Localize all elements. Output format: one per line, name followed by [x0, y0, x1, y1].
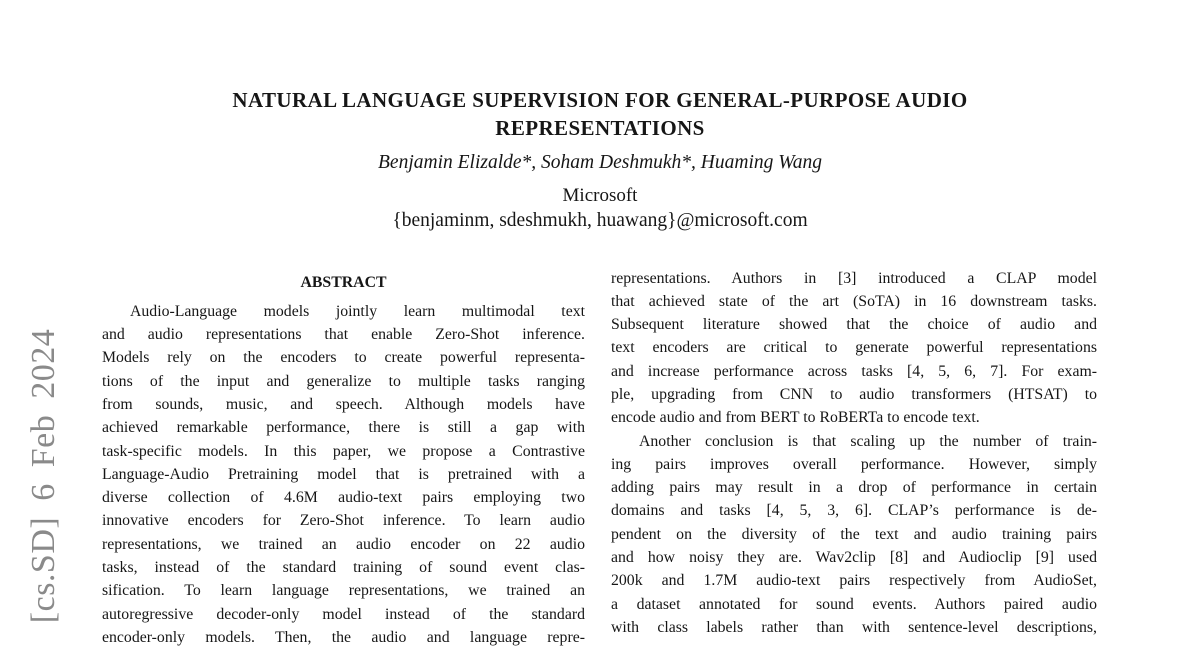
- arxiv-watermark: [cs.SD] 6 Feb 2024: [25, 328, 62, 624]
- text-line: 200k and 1.7M audio-text pairs respectively from AudioSet,: [611, 572, 1097, 590]
- text-line: innovative encoders for Zero-Shot inference. To learn audio: [102, 512, 585, 530]
- right-column: [611, 267, 1097, 640]
- text-line: tasks, instead of the standard training of sound event clas-: [102, 559, 585, 577]
- text-line: tions of the input and generalize to multiple tasks ranging: [102, 372, 585, 390]
- text-line: domains and tasks [4, 5, 3, 6]. CLAP’s performance is de-: [611, 502, 1097, 520]
- email-line: {benjaminm, sdeshmukh, huawang}@microsoft.com: [392, 210, 808, 231]
- text-line: and how noisy they are. Wav2clip [8] and Audioclip [9] used: [611, 549, 1097, 567]
- text-line: from sounds, music, and speech. Although models have: [102, 395, 585, 413]
- text-line: Subsequent literature showed that the choice of audio and: [611, 316, 1097, 334]
- left-column: [102, 271, 585, 648]
- text-line: Language-Audio Pretraining model that is pretrained with a: [102, 465, 585, 483]
- text-line: diverse collection of 4.6M audio-text pairs employing two: [102, 489, 585, 507]
- abstract-body: [102, 300, 585, 648]
- text-line: sification. To learn language representations, we trained an: [102, 582, 585, 600]
- text-line: and audio representations that enable Zero-Shot inference.: [102, 326, 585, 344]
- paper-title-line-2: REPRESENTATIONS: [495, 116, 705, 140]
- paper-title-line-1: NATURAL LANGUAGE SUPERVISION FOR GENERAL-PURPOSE AUDIO: [232, 88, 968, 112]
- text-line: representations, we trained an audio encoder on 22 audio: [102, 535, 585, 553]
- author-line: Benjamin Elizalde*, Soham Deshmukh*, Huaming Wang: [378, 152, 822, 173]
- text-line: encoder-only models. Then, the audio and language repre-: [102, 628, 585, 646]
- text-line: with class labels rather than with sentence-level descriptions,: [611, 618, 1097, 636]
- text-line: a dataset annotated for sound events. Authors paired audio: [611, 595, 1097, 613]
- text-line: achieved remarkable performance, there is still a gap with: [102, 419, 585, 437]
- text-line: Audio-Language models jointly learn multimodal text: [130, 302, 585, 320]
- affiliation: Microsoft: [562, 185, 638, 206]
- title-block: [0, 86, 1200, 142]
- text-line: pendent on the diversity of the text and audio training pairs: [611, 525, 1097, 543]
- text-line: encode audio and from BERT to RoBERTa to encode text.: [611, 409, 980, 427]
- text-line: task-specific models. In this paper, we propose a Contrastive: [102, 442, 585, 460]
- right-column-body: [611, 267, 1097, 640]
- text-line: Models rely on the encoders to create powerful representa-: [102, 349, 585, 367]
- text-line: text encoders are critical to generate powerful representations: [611, 339, 1097, 357]
- text-line: Another conclusion is that scaling up the number of train-: [639, 432, 1097, 450]
- abstract-heading: ABSTRACT: [300, 274, 387, 291]
- text-line: representations. Authors in [3] introduced a CLAP model: [611, 269, 1097, 287]
- text-line: and increase performance across tasks [4, 5, 6, 7]. For exam-: [611, 362, 1097, 380]
- text-line: ple, upgrading from CNN to audio transformers (HTSAT) to: [611, 385, 1097, 403]
- text-line: ing pairs improves overall performance. However, simply: [611, 455, 1097, 473]
- text-line: that achieved state of the art (SoTA) in 16 downstream tasks.: [611, 292, 1097, 310]
- text-line: autoregressive decoder-only model instead of the standard: [102, 605, 585, 623]
- text-line: adding pairs may result in a drop of performance in certain: [611, 479, 1097, 497]
